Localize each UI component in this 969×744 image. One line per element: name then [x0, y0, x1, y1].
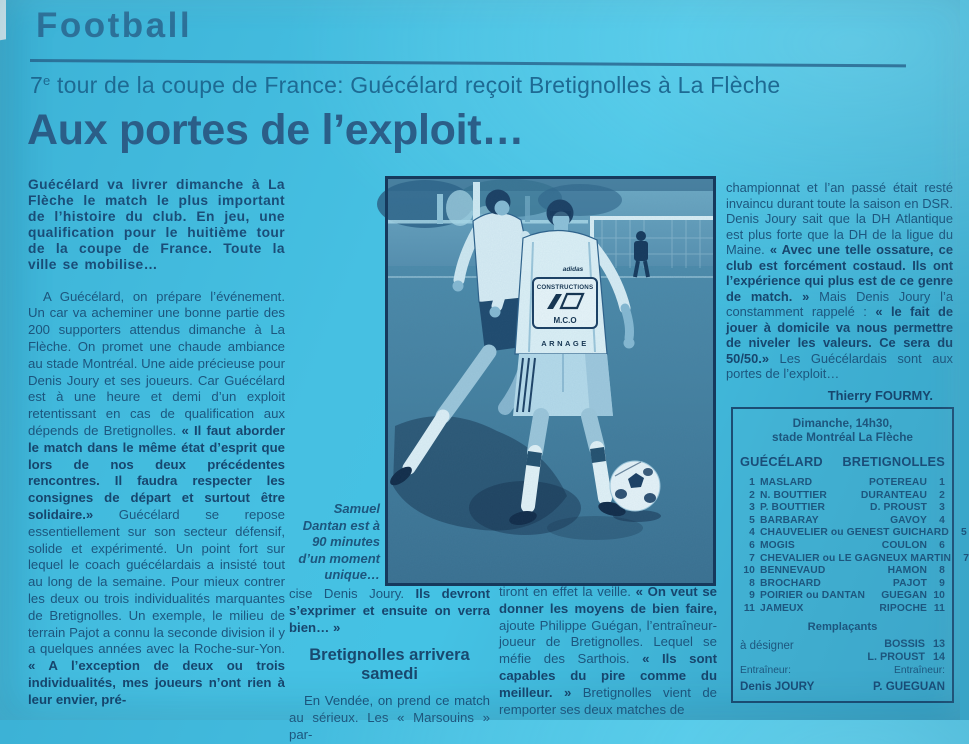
coaches-section: [740, 665, 945, 693]
away-number: 8: [939, 565, 945, 577]
home-player: POIRIER ou DANTAN: [760, 590, 866, 602]
away-number: 11: [933, 602, 945, 614]
article-column-2: [289, 586, 490, 744]
lineup-row: [740, 527, 967, 539]
column1-text: A Guécélard, on prépare l’événement. Un car va acheminer une bonne partie des 200 supporters attendus dimanche à La Flèche. On promet une chaude ambiance au stade Montréal. Une aide précieuse pour Denis Joury et ses joueurs. Car Guécélard est à une heure et demi d’un exploit retentissant en cas de qualification aux dépends de Bretignolles.: [28, 288, 285, 438]
home-number: 2: [749, 489, 755, 501]
home-team-name: GUÉCÉLARD: [740, 454, 823, 469]
away-player: POTEREAU: [868, 477, 927, 488]
column4-quote-1: « Avec une telle ossature, ce club est forcément costaud. Ils ont l’expérience qui plus est de ce genre de match. »: [726, 242, 953, 304]
lineup-row: [740, 578, 945, 589]
home-number: 5: [749, 514, 755, 526]
lead-paragraph: Guécélard va livrer dimanche à La Flèche le match le plus important de l’histoire du club. En jeu, une qualification pour le huitième tour de la coupe de France. Toute la ville se mobilise…: [28, 177, 285, 273]
away-player: MARTIN: [910, 552, 952, 564]
away-number: 6: [939, 539, 945, 551]
column3-text-3: Bretignolles vient de remporter ses deux matches de: [499, 684, 717, 717]
column4-text: championnat et l’an passé était resté invaincu durant toute la saison en DSR. Denis Joury sait que la DH Atlantique est plus forte que la DH de la ligue du Maine.: [726, 180, 953, 257]
home-substitutes: à désigner: [740, 639, 794, 652]
substitutes: [740, 638, 945, 665]
away-number: 3: [939, 502, 945, 514]
column3-quote-1: « On veut se donner les moyens de bien faire,: [499, 584, 717, 616]
home-number: 4: [749, 527, 755, 539]
column2-continuation: [289, 586, 490, 636]
sponsor-city-text: ARNAGE: [541, 339, 589, 348]
lineup-row: [740, 565, 945, 576]
away-substitutes: [867, 638, 945, 665]
lineup-row: [740, 515, 945, 526]
home-player: P. BOUTTIER: [760, 502, 825, 514]
team-headers: [740, 454, 945, 469]
article-column-4: [726, 180, 953, 403]
away-coach-label: Entraîneur:: [894, 665, 945, 676]
home-number: 10: [743, 565, 755, 577]
home-coach-label: Entraîneur:: [740, 665, 791, 676]
column4-text-3: Les Guécélardais sont aux portes de l’exploit…: [726, 350, 954, 381]
match-venue: stade Montréal La Flèche: [772, 430, 913, 444]
lineup-row: [740, 603, 945, 614]
lineup-rows: [740, 477, 969, 614]
headline: Aux portes de l’exploit…: [27, 106, 524, 154]
substitutes-heading: Remplaçants: [807, 620, 878, 633]
section-title: Football: [36, 6, 193, 45]
column2-quote: Ils devront s’exprimer et ensuite on verra bien… »: [289, 586, 491, 635]
away-player: D. PROUST: [870, 502, 927, 514]
away-team-name: BRETIGNOLLES: [842, 454, 945, 469]
away-player: GAVOY: [890, 514, 927, 526]
away-number: 7: [963, 552, 969, 564]
kicker-number: 7: [30, 72, 43, 98]
crosshead: Bretignolles arrivera samedi: [309, 646, 470, 684]
column1-quote-2: « A l’exception de deux ou trois individualités, mes joueurs n’ont rien à leur envier, pré-: [28, 658, 285, 707]
home-number: 6: [749, 539, 755, 551]
away-sub-name: BOSSIS: [884, 637, 925, 650]
away-player: GUICHARD: [892, 527, 949, 539]
match-photo: [385, 176, 716, 586]
away-sub-name: L. PROUST: [867, 651, 925, 664]
column4-body: [726, 180, 953, 382]
column3-body: [499, 584, 717, 718]
home-player: JAMEUX: [760, 602, 804, 614]
away-number: 4: [939, 514, 945, 526]
away-player: PAJOT: [892, 577, 927, 589]
column3-quote-2: « Ils sont capables du pire comme du meilleur. »: [499, 651, 717, 700]
lineup-row: [740, 540, 945, 551]
away-player: COULON: [881, 539, 927, 551]
column1-quote-1: « Il faut aborder le match dans le même état d’esprit que lors de nos deux précédentes rencontres. Il faudra respecter les consignes de départ et surtout être solidaire.»: [28, 422, 285, 522]
away-coach-name: P. GUEGUAN: [873, 680, 945, 693]
lineup-row: [740, 552, 969, 564]
home-player: BARBARAY: [760, 514, 819, 526]
home-player: N. BOUTTIER: [760, 489, 827, 501]
away-number: 1: [939, 477, 945, 488]
article-column-3: [499, 584, 717, 718]
scan-artifact-corner: [0, 0, 6, 41]
match-photo-illustration: [385, 176, 716, 586]
away-sub-number: 14: [932, 651, 945, 664]
away-player: HAMON: [887, 565, 927, 577]
kicker-ordinal: e: [43, 73, 51, 88]
home-number: 7: [749, 552, 755, 564]
section-rule: [30, 59, 906, 67]
lineup-row: [740, 502, 945, 513]
shirt-brand-text: adidas: [562, 266, 584, 273]
home-number: 9: [749, 590, 755, 602]
away-number: 10: [933, 590, 945, 602]
away-number: 5: [961, 527, 967, 539]
home-coach-name: Denis JOURY: [740, 680, 815, 693]
home-player: BENNEVAUD: [760, 565, 826, 577]
home-player: CHEVALIER ou LE GAGNEUX: [760, 552, 908, 564]
home-player: BROCHARD: [760, 577, 821, 589]
away-player: DURANTEAU: [860, 489, 927, 501]
away-sub-row: [867, 638, 945, 652]
match-day-time: Dimanche, 14h30,: [792, 416, 893, 430]
home-number: 8: [749, 577, 755, 589]
away-number: 9: [939, 577, 945, 589]
column1-body: [28, 289, 285, 709]
home-number: 11: [743, 602, 755, 614]
column3-text: tiront en effet la veille.: [499, 584, 636, 599]
match-datetime: [740, 416, 945, 444]
byline: Thierry FOURMY.: [827, 387, 933, 403]
lineup-row: [740, 490, 945, 501]
column1-text-2: Guécélard se repose essentiellement sur son secteur défensif, solide et expérimenté. Un point fort sur lequel le coach guécélardais a insisté tout au long de la semaine. Pour mieux contrer les deux ou trois individualités marquantes de Bretignolles. Un exemple, le milieu de terrain Pajot a connu la seconde division il y a quelques années avec la Roche-sur-Yon.: [28, 506, 285, 657]
column4-quote-2: « le fait de jouer à domicile va nous permettre de niveler les valeurs. Ce sera du 50/50.»: [726, 304, 953, 366]
away-number: 2: [939, 489, 945, 501]
lineup-box: [731, 407, 969, 703]
away-player: RIPOCHE: [879, 602, 927, 614]
sponsor-name-text: CONSTRUCTIONS: [536, 284, 594, 291]
article-column-1: [28, 177, 285, 708]
home-number: 3: [749, 502, 755, 514]
lineup-row: [740, 477, 945, 488]
kicker-text: tour de la coupe de France: Guécélard reçoit Bretignolles à La Flèche: [50, 72, 781, 98]
column2-paragraph-2: En Vendée, on prend ce match au sérieux. Les « Marsouins » par-: [289, 693, 490, 742]
column2-text: cise Denis Joury.: [289, 586, 416, 601]
home-player: MASLARD: [760, 477, 813, 488]
photo-caption: Samuel Dantan est à 90 minutes d’un moment unique…: [298, 501, 380, 582]
sponsor-initials-text: M.C.O: [553, 316, 577, 325]
away-sub-row: [867, 651, 945, 665]
home-player: MOGIS: [760, 539, 795, 551]
home-number: 1: [749, 477, 755, 488]
kicker-line: [30, 72, 780, 99]
column3-text-2: ajoute Philippe Guégan, l’entraîneur-joueur de Bretignolles. Lequel se méfie des Sarthois.: [499, 617, 717, 667]
home-player: CHAUVELIER ou GENEST: [760, 527, 890, 539]
away-player: GUEGAN: [881, 590, 927, 602]
column4-text-2: Mais Denis Joury l’a constamment rappelé :: [726, 288, 953, 319]
lineup-row: [740, 590, 945, 601]
away-sub-number: 13: [932, 637, 945, 650]
